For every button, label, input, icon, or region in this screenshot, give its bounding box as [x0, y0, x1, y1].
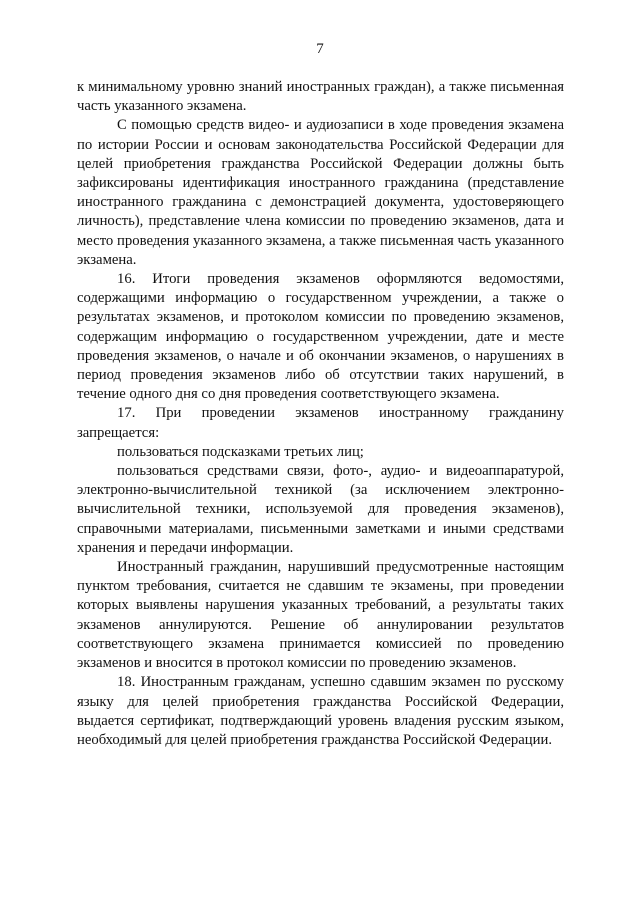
paragraph-violation-consequences: Иностранный гражданин, нарушивший предусмотренные настоящим пунктом требования, считается не сдавшим те экзамены, при проведении которых выявлены нарушения указанных требований, а результаты таких экзаменов аннулируются. Решение об аннулировании результатов соответствующего экзамена принимается комиссией по проведению экзаменов и вносится в протокол комиссии по проведению экзаменов. [77, 559, 564, 672]
paragraph-continuation: к минимальному уровню знаний иностранных граждан), а также письменная часть указанного экзамена. [77, 79, 564, 115]
paragraph-prohibition-hints: пользоваться подсказками третьих лиц; [117, 443, 364, 460]
page-number: 7 [316, 41, 324, 57]
paragraph-item-17: 17. При проведении экзаменов иностранному гражданину запрещается: [77, 405, 564, 441]
paragraph-video-recording: С помощью средств видео- и аудиозаписи в ходе проведения экзамена по истории России и основам законодательства Российской Федерации для целей приобретения гражданства Российской Федерации должны быть зафиксированы идентификация иностранного гражданина (представление иностранного гражданина с демонстрацией документа, удостоверяющего личность), представление члена комиссии по проведению экзаменов, дата и место проведения указанного экзамена, а также письменная часть указанного экзамена. [77, 117, 564, 268]
paragraph-item-18: 18. Иностранным гражданам, успешно сдавшим экзамен по русскому языку для целей приобретения гражданства Российской Федерации, выдается сертификат, подтверждающий уровень владения русским языком, необходимый для целей приобретения гражданства Российской Федерации. [77, 674, 564, 748]
document-body [77, 78, 564, 750]
paragraph-item-16: 16. Итоги проведения экзаменов оформляются ведомостями, содержащими информацию о государственном учреждении, а также о результатах экзаменов, и протоколом комиссии по проведению экзаменов, содержащим информацию о государственном учреждении, дате и месте проведения экзаменов, о начале и об окончании экзаменов, о нарушениях в период проведения экзаменов либо об отсутствии таких нарушений, в течение одного дня со дня проведения соответствующего экзамена. [77, 271, 564, 403]
paragraph-prohibition-devices: пользоваться средствами связи, фото-, аудио- и видеоаппаратурой, электронно-вычислительной техникой (за исключением электронно-вычислительной техники, используемой для проведения экзаменов), справочными материалами, письменными заметками и иными средствами хранения и передачи информации. [77, 463, 564, 556]
